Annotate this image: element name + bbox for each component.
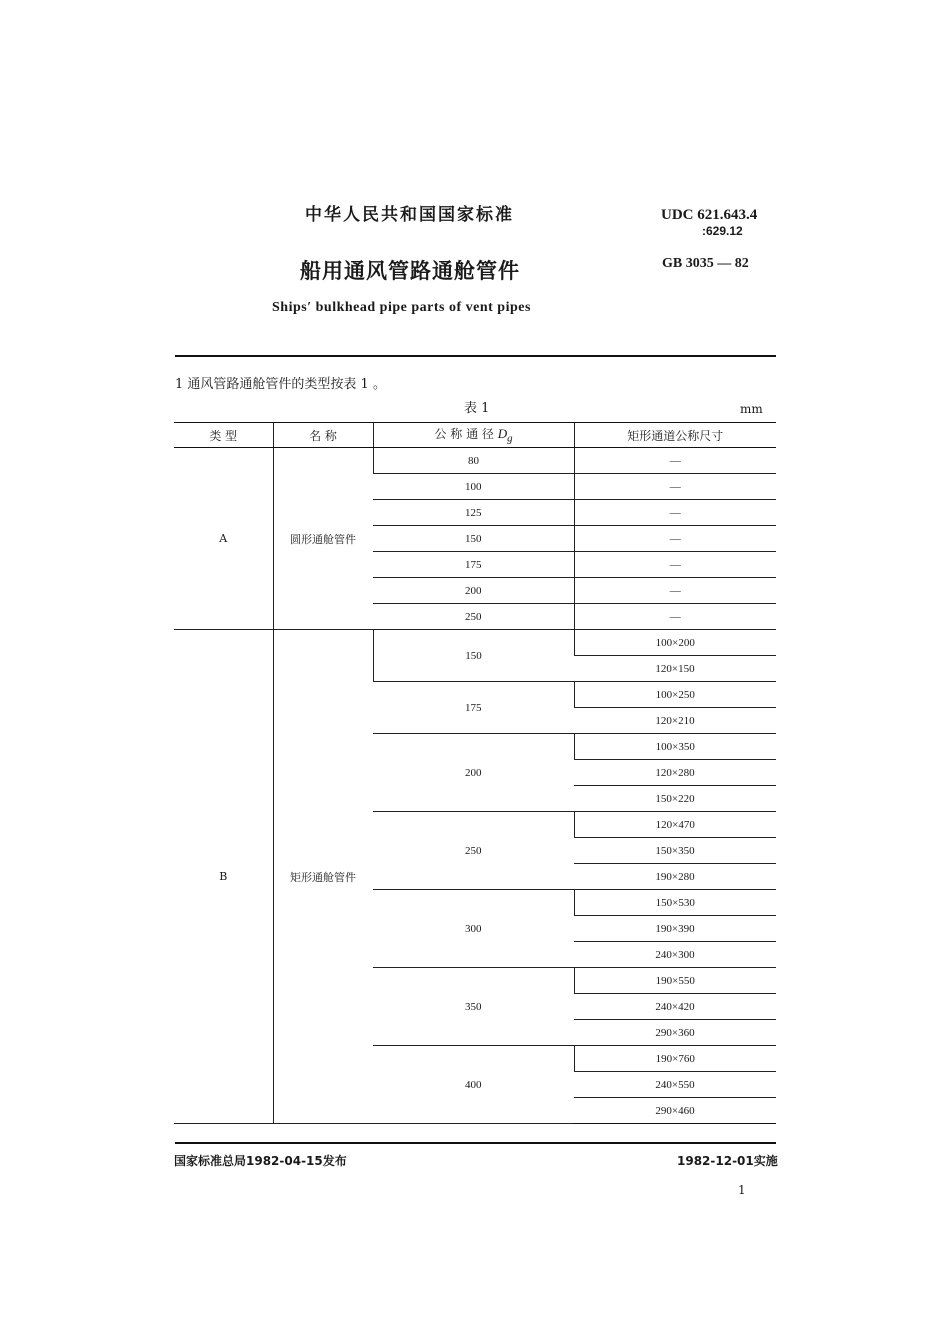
issue-date: 国家标准总局1982-04-15发布 — [174, 1154, 347, 1168]
rect-size-cell: 240×420 — [574, 994, 776, 1020]
rect-size-cell: 240×300 — [574, 942, 776, 968]
table-header-row — [174, 423, 776, 448]
rect-size-cell: 100×350 — [574, 734, 776, 760]
rect-size-cell: 100×200 — [574, 630, 776, 656]
rect-size-cell: 290×360 — [574, 1020, 776, 1046]
table-unit: mm — [740, 402, 763, 416]
diameter-cell: 250 — [373, 812, 574, 890]
rect-size-cell: — — [574, 578, 776, 604]
name-cell-b: 矩形通舱管件 — [273, 630, 373, 1124]
rect-size-cell: — — [574, 604, 776, 630]
gb-number: GB 3035 — 82 — [662, 256, 749, 271]
rect-size-cell: 190×760 — [574, 1046, 776, 1072]
diameter-cell: 80 — [373, 448, 574, 474]
document-title-cn: 船用通风管路通舱管件 — [300, 259, 520, 283]
diameter-cell: 150 — [373, 630, 574, 682]
diameter-cell: 100 — [373, 474, 574, 500]
rect-size-cell: 150×220 — [574, 786, 776, 812]
table-row — [174, 448, 776, 474]
rect-size-cell: 150×530 — [574, 890, 776, 916]
dg-symbol: $D_g$ — [497, 426, 513, 445]
rect-size-cell: 120×150 — [574, 656, 776, 682]
type-cell-b: B — [174, 630, 273, 1124]
type-cell-a: A — [174, 448, 273, 630]
udc-code-sub: :629.12 — [702, 224, 743, 238]
effective-date: 1982-12-01实施 — [677, 1154, 778, 1168]
rect-size-cell: — — [574, 526, 776, 552]
col-header-diameter — [373, 423, 574, 448]
table-row — [174, 630, 776, 656]
rect-size-cell: 190×390 — [574, 916, 776, 942]
page-number: 1 — [738, 1183, 746, 1197]
rect-size-cell: 120×470 — [574, 812, 776, 838]
diameter-cell: 175 — [373, 682, 574, 734]
diameter-cell: 200 — [373, 578, 574, 604]
clause-text: 1 通风管路通舱管件的类型按表 1 。 — [175, 377, 386, 392]
diameter-cell: 150 — [373, 526, 574, 552]
col-header-name: 名 称 — [273, 423, 373, 448]
col-header-type: 类 型 — [174, 423, 273, 448]
rect-size-cell: 100×250 — [574, 682, 776, 708]
diameter-cell: 400 — [373, 1046, 574, 1124]
pipe-parts-table — [174, 422, 776, 1124]
rect-size-cell: — — [574, 500, 776, 526]
name-cell-a: 圆形通舱管件 — [273, 448, 373, 630]
bottom-rule — [175, 1142, 776, 1144]
diameter-cell: 175 — [373, 552, 574, 578]
rect-size-cell: — — [574, 448, 776, 474]
rect-size-cell: 240×550 — [574, 1072, 776, 1098]
rect-size-cell: 290×460 — [574, 1098, 776, 1124]
rect-size-cell: 150×350 — [574, 838, 776, 864]
diameter-cell: 125 — [373, 500, 574, 526]
rect-size-cell: — — [574, 552, 776, 578]
diameter-cell: 250 — [373, 604, 574, 630]
diameter-cell: 350 — [373, 968, 574, 1046]
rect-size-cell: 190×550 — [574, 968, 776, 994]
top-rule — [175, 355, 776, 357]
rect-size-cell: 190×280 — [574, 864, 776, 890]
col-header-diameter-label: 公 称 通 径 — [434, 427, 498, 442]
rect-size-cell: 120×280 — [574, 760, 776, 786]
rect-size-cell: — — [574, 474, 776, 500]
table-caption: 表 1 — [464, 401, 490, 416]
col-header-rect-size: 矩形通道公称尺寸 — [574, 423, 776, 448]
udc-code: UDC 621.643.4 — [661, 207, 758, 223]
rect-size-cell: 120×210 — [574, 708, 776, 734]
diameter-cell: 300 — [373, 890, 574, 968]
diameter-cell: 200 — [373, 734, 574, 812]
standard-header: 中华人民共和国国家标准 — [305, 205, 514, 225]
document-title-en: Ships′ bulkhead pipe parts of vent pipes — [272, 300, 531, 315]
